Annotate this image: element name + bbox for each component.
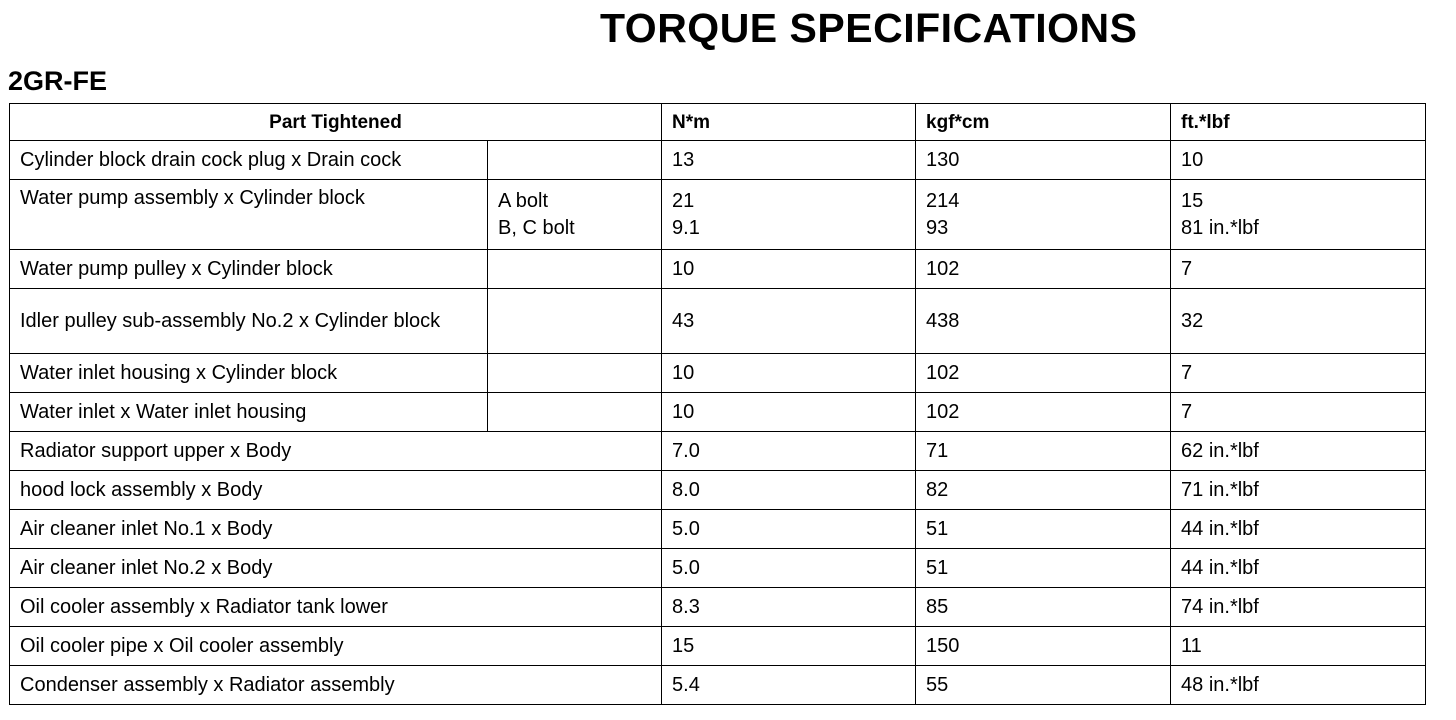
part-cell: Water pump pulley x Cylinder block [10, 250, 488, 289]
kgfcm-cell: 130 [916, 141, 1171, 180]
part-cell: Cylinder block drain cock plug x Drain cock [10, 141, 488, 180]
part-cell: Oil cooler assembly x Radiator tank lower [10, 588, 662, 627]
ftlbf-cell: 11 [1171, 627, 1426, 666]
part-cell: Radiator support upper x Body [10, 432, 662, 471]
nm-cell: 10 [662, 250, 916, 289]
kgfcm-cell: 85 [916, 588, 1171, 627]
part-cell: Oil cooler pipe x Oil cooler assembly [10, 627, 662, 666]
bolt-cell [488, 289, 662, 354]
table-row [10, 549, 1426, 588]
table-row [10, 588, 1426, 627]
kgfcm-cell: 55 [916, 666, 1171, 705]
table-row [10, 432, 1426, 471]
ftlbf-cell: 32 [1171, 289, 1426, 354]
kgfcm-cell: 102 [916, 354, 1171, 393]
part-cell: Idler pulley sub-assembly No.2 x Cylinder block [10, 289, 488, 354]
nm-cell: 43 [662, 289, 916, 354]
ftlbf-cell: 62 in.*lbf [1171, 432, 1426, 471]
table-row [10, 471, 1426, 510]
nm-cell: 5.0 [662, 549, 916, 588]
nm-cell: 8.3 [662, 588, 916, 627]
ftlbf-cell: 7 [1171, 393, 1426, 432]
part-cell: Water inlet x Water inlet housing [10, 393, 488, 432]
table-header-row [10, 104, 1426, 141]
part-cell: Air cleaner inlet No.1 x Body [10, 510, 662, 549]
nm-cell: 7.0 [662, 432, 916, 471]
page-title: TORQUE SPECIFICATIONS [600, 5, 1138, 51]
nm-cell: 5.0 [662, 510, 916, 549]
kgfcm-cell: 82 [916, 471, 1171, 510]
kgfcm-cell: 51 [916, 549, 1171, 588]
kgfcm-cell: 102 [916, 393, 1171, 432]
table-row [10, 666, 1426, 705]
torque-spec-table [9, 103, 1426, 705]
part-cell: Air cleaner inlet No.2 x Body [10, 549, 662, 588]
header-part-tightened: Part Tightened [10, 104, 662, 141]
part-cell: Water pump assembly x Cylinder block [10, 180, 488, 250]
ftlbf-cell: 7 [1171, 354, 1426, 393]
table-row [10, 180, 1426, 250]
nm-cell: 8.0 [662, 471, 916, 510]
ftlbf-cell: 48 in.*lbf [1171, 666, 1426, 705]
nm-cell: 5.4 [662, 666, 916, 705]
nm-cell: 10 [662, 393, 916, 432]
nm-cell: 10 [662, 354, 916, 393]
ftlbf-cell: 74 in.*lbf [1171, 588, 1426, 627]
part-cell: Water inlet housing x Cylinder block [10, 354, 488, 393]
ftlbf-cell: 44 in.*lbf [1171, 549, 1426, 588]
header-nm: N*m [662, 104, 916, 141]
kgfcm-cell: 102 [916, 250, 1171, 289]
bolt-cell [488, 250, 662, 289]
ftlbf-cell: 44 in.*lbf [1171, 510, 1426, 549]
ftlbf-cell: 15 81 in.*lbf [1171, 180, 1426, 250]
bolt-cell: A bolt B, C bolt [488, 180, 662, 250]
table-row [10, 354, 1426, 393]
ftlbf-cell: 71 in.*lbf [1171, 471, 1426, 510]
table-row [10, 393, 1426, 432]
kgfcm-cell: 214 93 [916, 180, 1171, 250]
kgfcm-cell: 51 [916, 510, 1171, 549]
table-row [10, 510, 1426, 549]
table-row [10, 627, 1426, 666]
table-row [10, 141, 1426, 180]
ftlbf-cell: 10 [1171, 141, 1426, 180]
part-cell: Condenser assembly x Radiator assembly [10, 666, 662, 705]
bolt-cell [488, 354, 662, 393]
nm-cell: 13 [662, 141, 916, 180]
bolt-cell [488, 141, 662, 180]
part-cell: hood lock assembly x Body [10, 471, 662, 510]
nm-cell: 15 [662, 627, 916, 666]
kgfcm-cell: 71 [916, 432, 1171, 471]
kgfcm-cell: 438 [916, 289, 1171, 354]
ftlbf-cell: 7 [1171, 250, 1426, 289]
kgfcm-cell: 150 [916, 627, 1171, 666]
bolt-cell [488, 393, 662, 432]
header-ftlbf: ft.*lbf [1171, 104, 1426, 141]
table-row [10, 250, 1426, 289]
header-kgfcm: kgf*cm [916, 104, 1171, 141]
engine-model-heading: 2GR-FE [8, 66, 108, 96]
nm-cell: 21 9.1 [662, 180, 916, 250]
table-row [10, 289, 1426, 354]
